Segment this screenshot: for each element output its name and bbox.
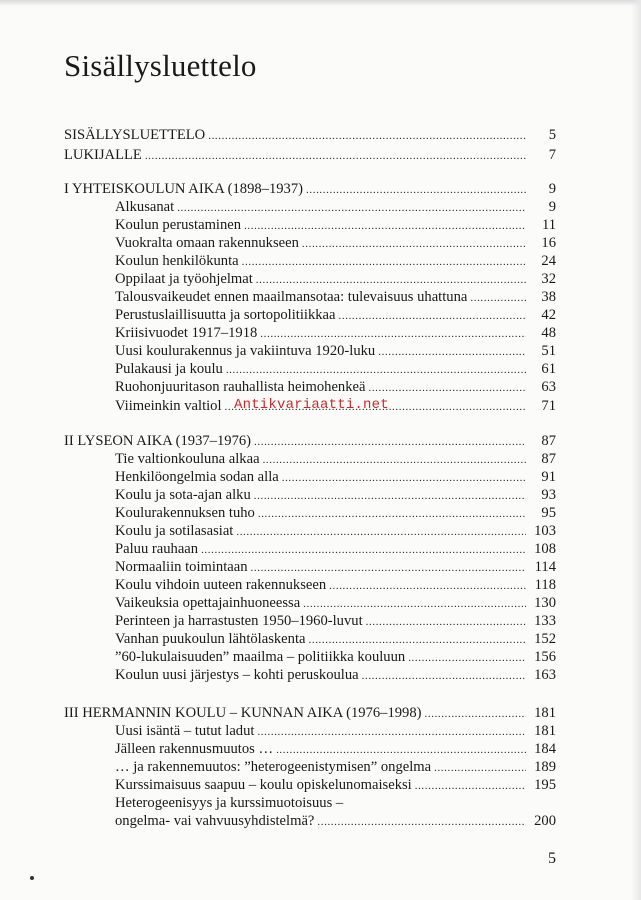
toc-entry bbox=[115, 648, 556, 666]
toc-entry-label: Normaaliin toimintaan bbox=[115, 559, 248, 575]
print-speck bbox=[30, 876, 34, 880]
toc-entry-page: 7 bbox=[548, 147, 556, 163]
toc-entry-page: 51 bbox=[541, 343, 556, 359]
dot-leader bbox=[244, 217, 526, 235]
toc-entry-page: 184 bbox=[534, 741, 556, 757]
dot-leader bbox=[329, 577, 526, 595]
toc-section-entry bbox=[64, 704, 556, 722]
dot-leader bbox=[309, 631, 527, 649]
dot-leader bbox=[260, 325, 526, 343]
toc-entry bbox=[115, 812, 556, 830]
toc-entry-page: 5 bbox=[548, 127, 556, 143]
toc-entry-label: Tie valtionkouluna alkaa bbox=[115, 451, 260, 467]
dot-leader bbox=[339, 307, 526, 325]
toc-entry-label: Kurssimaisuus saapuu – koulu opiskelunomaiseksi bbox=[115, 777, 412, 793]
dot-leader bbox=[306, 181, 526, 199]
toc-entry bbox=[115, 666, 556, 684]
toc-entry-page: 103 bbox=[534, 523, 556, 539]
toc-entry-label: Koulun uusi järjestys – kohti peruskoulua bbox=[115, 667, 359, 683]
toc-entry bbox=[115, 740, 556, 758]
toc-entry-label: Koulun perustaminen bbox=[115, 217, 242, 233]
toc-entry bbox=[115, 252, 556, 270]
toc-section-entry bbox=[64, 432, 556, 450]
dot-leader bbox=[257, 723, 526, 741]
toc-entry-label: Heterogeenisyys ja kurssimuotoisuus – bbox=[115, 795, 344, 811]
toc-entry-page: 91 bbox=[541, 469, 556, 485]
dot-leader bbox=[415, 777, 526, 795]
toc-entry bbox=[115, 504, 556, 522]
page-title: Sisällysluettelo bbox=[64, 48, 257, 83]
toc-entry-page: 38 bbox=[541, 289, 556, 305]
dot-leader bbox=[282, 469, 526, 487]
toc-entry-page: 87 bbox=[541, 433, 556, 449]
toc-entry-page: 118 bbox=[534, 577, 556, 593]
dot-leader bbox=[236, 523, 526, 541]
toc-entry bbox=[115, 450, 556, 468]
toc-entry bbox=[115, 522, 556, 540]
dot-leader bbox=[470, 289, 526, 307]
toc-entry-label: Koulu ja sotilasasiat bbox=[115, 523, 234, 539]
dot-leader bbox=[263, 451, 526, 469]
toc-entry bbox=[115, 270, 556, 288]
dot-leader bbox=[302, 235, 526, 253]
toc-entry bbox=[115, 630, 556, 648]
toc-entry-label: ”60-lukulaisuuden” maailma – politiikka kouluun bbox=[115, 649, 406, 665]
dot-leader bbox=[362, 667, 526, 685]
watermark-text: Antikvariaatti.net bbox=[234, 397, 389, 413]
dot-leader bbox=[276, 741, 526, 759]
toc-entry-label: Viimeinkin valtiol bbox=[115, 398, 222, 414]
toc-entry-page: 189 bbox=[534, 759, 556, 775]
toc-entry bbox=[115, 234, 556, 252]
toc-entry-label: Henkilöongelmia sodan alla bbox=[115, 469, 279, 485]
toc-entry-label: Koulun henkilökunta bbox=[115, 253, 239, 269]
toc-entry-page: 48 bbox=[541, 325, 556, 341]
dot-leader bbox=[378, 343, 526, 361]
toc-entry-page: 133 bbox=[534, 613, 556, 629]
toc-entry-label: LUKIJALLE bbox=[64, 147, 142, 163]
dot-leader bbox=[201, 541, 526, 559]
dot-leader bbox=[256, 271, 526, 289]
toc-entry-page: 61 bbox=[541, 361, 556, 377]
toc-entry-label: Perinteen ja harrastusten 1950–1960-luvut bbox=[115, 613, 363, 629]
toc-section-entry bbox=[64, 126, 556, 144]
dot-leader bbox=[208, 127, 526, 145]
toc-entry-label: Vanhan puukoulun lähtölaskenta bbox=[115, 631, 306, 647]
toc-entry-page: 42 bbox=[541, 307, 556, 323]
toc-entry bbox=[115, 324, 556, 342]
toc-entry-page: 63 bbox=[541, 379, 556, 395]
toc-entry bbox=[115, 576, 556, 594]
dot-leader bbox=[303, 595, 526, 613]
toc-entry bbox=[115, 288, 556, 306]
toc-entry-label: Vaikeuksia opettajainhuoneessa bbox=[115, 595, 301, 611]
toc-entry-page: 163 bbox=[534, 667, 556, 683]
toc-entry-page: 130 bbox=[534, 595, 556, 611]
toc-entry-page: 200 bbox=[534, 813, 556, 829]
toc-entry bbox=[115, 612, 556, 630]
toc-entry bbox=[115, 486, 556, 504]
dot-leader bbox=[226, 361, 526, 379]
toc-entry bbox=[115, 216, 556, 234]
dot-leader bbox=[251, 559, 526, 577]
toc-section-entry bbox=[64, 146, 556, 164]
dot-leader bbox=[145, 147, 526, 165]
toc-entry-page: 16 bbox=[541, 235, 556, 251]
toc-entry bbox=[115, 198, 556, 216]
toc-entry-page: 11 bbox=[541, 217, 556, 233]
toc-entry-label: Perustuslaillisuutta ja sortopolitiikkaa bbox=[115, 307, 336, 323]
dot-leader bbox=[425, 705, 526, 723]
toc-entry-label: Koulurakennuksen tuho bbox=[115, 505, 255, 521]
dot-leader bbox=[254, 487, 526, 505]
toc-entry-label: III HERMANNIN KOULU – KUNNAN AIKA (1976–1998) bbox=[64, 705, 422, 721]
toc-entry bbox=[115, 540, 556, 558]
toc-entry bbox=[115, 360, 556, 378]
toc-entry-page: 32 bbox=[541, 271, 556, 287]
dot-leader bbox=[434, 759, 526, 777]
toc-entry bbox=[115, 722, 556, 740]
toc-entry-page: 114 bbox=[534, 559, 556, 575]
toc-entry-label: Pulakausi ja koulu bbox=[115, 361, 223, 377]
toc-entry-label: Vuokralta omaan rakennukseen bbox=[115, 235, 299, 251]
toc-entry bbox=[115, 468, 556, 486]
toc-entry bbox=[115, 342, 556, 360]
dot-leader bbox=[254, 433, 526, 451]
dot-leader bbox=[366, 613, 526, 631]
toc-entry-label: Koulu vihdoin uuteen rakennukseen bbox=[115, 577, 327, 593]
toc-entry bbox=[115, 378, 556, 396]
toc-entry bbox=[115, 558, 556, 576]
toc-entry-label: Ruohonjuuritason rauhallista heimohenkeä bbox=[115, 379, 366, 395]
toc-entry-page: 93 bbox=[541, 487, 556, 503]
dot-leader bbox=[408, 649, 526, 667]
toc-entry-page: 152 bbox=[534, 631, 556, 647]
dot-leader bbox=[317, 813, 526, 831]
toc-entry-page: 156 bbox=[534, 649, 556, 665]
toc-entry-label: Oppilaat ja työohjelmat bbox=[115, 271, 253, 287]
toc-entry-page: 71 bbox=[541, 398, 556, 414]
toc-entry-label: I YHTEISKOULUN AIKA (1898–1937) bbox=[64, 181, 304, 197]
toc-entry-label: Paluu rauhaan bbox=[115, 541, 199, 557]
toc-entry-page: 9 bbox=[548, 199, 556, 215]
toc-entry-label: Koulu ja sota-ajan alku bbox=[115, 487, 251, 503]
toc-entry-label: Alkusanat bbox=[115, 199, 175, 215]
toc-entry-label: … ja rakennemuutos: ”heterogeenistymisen” ongelma bbox=[115, 759, 432, 775]
toc-entry bbox=[115, 594, 556, 612]
toc-entry-label: Kriisivuodet 1917–1918 bbox=[115, 325, 258, 341]
toc-entry-page: 24 bbox=[541, 253, 556, 269]
toc-entry bbox=[115, 794, 556, 812]
dot-leader bbox=[242, 253, 526, 271]
toc-entry-page: 108 bbox=[534, 541, 556, 557]
toc-entry-label: ongelma- vai vahvuusyhdistelmä? bbox=[115, 813, 315, 829]
toc-entry-label: Uusi koulurakennus ja vakiintuva 1920-luku bbox=[115, 343, 376, 359]
toc-entry-page: 181 bbox=[534, 705, 556, 721]
toc-entry-label: II LYSEON AIKA (1937–1976) bbox=[64, 433, 252, 449]
toc-entry-label: SISÄLLYSLUETTELO bbox=[64, 127, 206, 143]
toc-entry-label: Uusi isäntä – tutut ladut bbox=[115, 723, 255, 739]
dot-leader bbox=[368, 379, 526, 397]
toc-entry bbox=[115, 758, 556, 776]
page-number: 5 bbox=[548, 850, 556, 867]
toc-entry-page: 195 bbox=[534, 777, 556, 793]
dot-leader bbox=[177, 199, 526, 217]
toc-entry-label: Talousvaikeudet ennen maailmansotaa: tulevaisuus uhattuna bbox=[115, 289, 468, 305]
dot-leader bbox=[258, 505, 526, 523]
toc-entry-page: 95 bbox=[541, 505, 556, 521]
toc-section-entry bbox=[64, 180, 556, 198]
toc-entry-page: 9 bbox=[548, 181, 556, 197]
toc-entry bbox=[115, 306, 556, 324]
toc-entry-page: 87 bbox=[541, 451, 556, 467]
toc-entry bbox=[115, 776, 556, 794]
toc-entry-label: Jälleen rakennusmuutos … bbox=[115, 741, 274, 757]
toc-entry-page: 181 bbox=[534, 723, 556, 739]
